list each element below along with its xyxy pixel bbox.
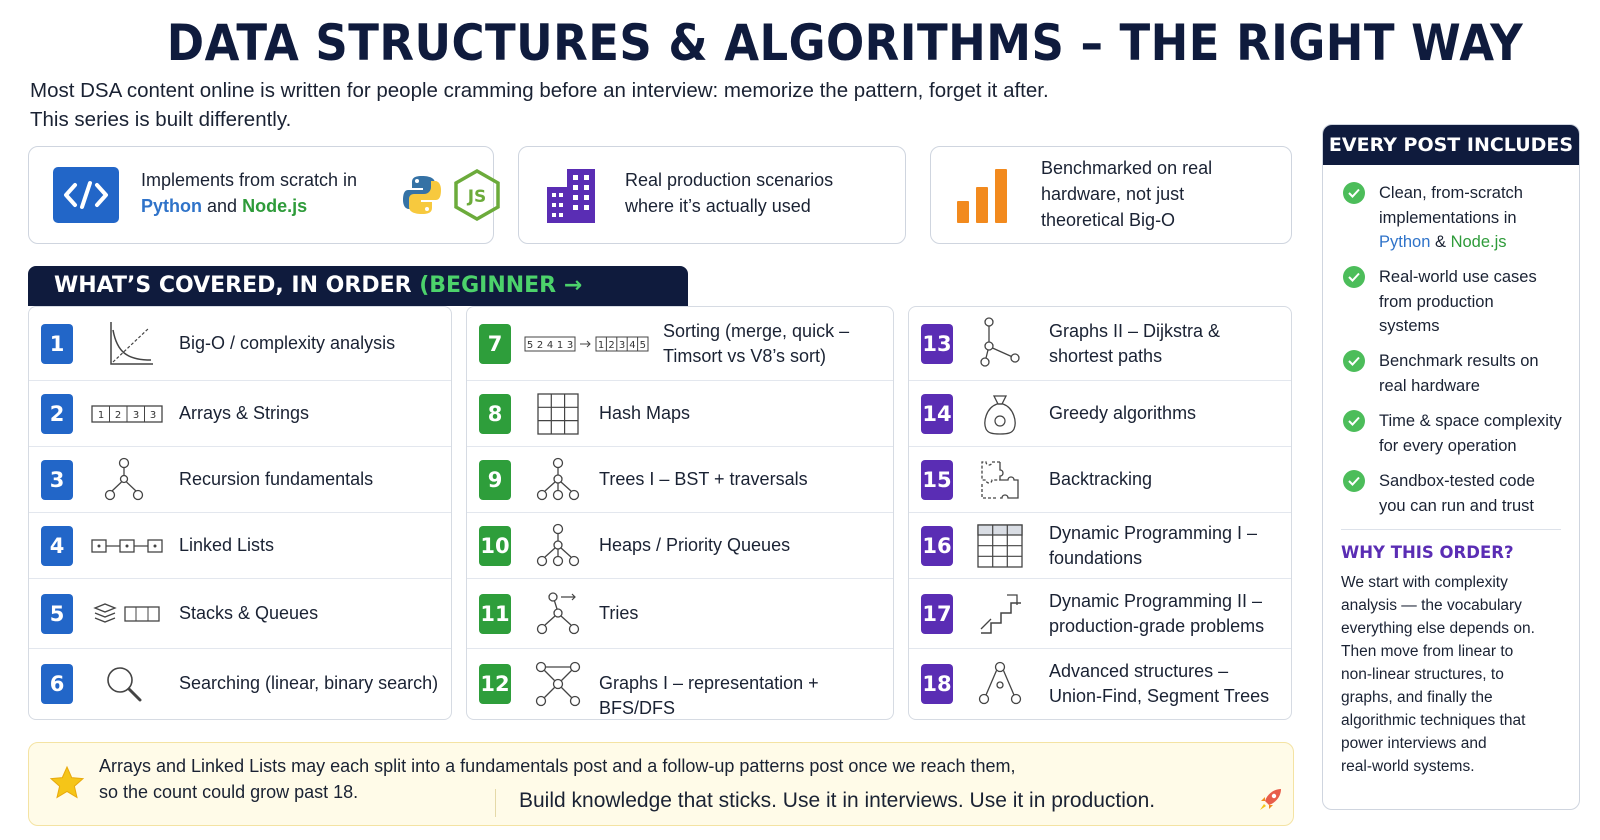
why-this-order-heading: WHY THIS ORDER? — [1341, 543, 1514, 562]
topic-number: 8 — [479, 394, 511, 434]
feature-line: where it’s actually used — [625, 196, 811, 216]
why-line: We start with complexity — [1341, 574, 1508, 591]
svg-text:5: 5 — [526, 340, 534, 351]
note-banner — [28, 742, 1294, 826]
and-label: and — [207, 196, 238, 216]
svg-text:2: 2 — [608, 340, 615, 351]
sidebar-line: systems — [1379, 317, 1440, 335]
sorting-icon — [523, 319, 651, 369]
complexity-curve-icon — [95, 319, 165, 369]
list-item — [909, 307, 1291, 381]
check-icon — [1343, 470, 1365, 492]
topics-column-3 — [908, 306, 1292, 720]
feature-line: Real production scenarios — [625, 170, 834, 190]
topic-number: 11 — [479, 594, 511, 634]
check-icon — [1343, 410, 1365, 432]
list-item — [29, 579, 451, 649]
topic-label: Linked Lists — [179, 535, 275, 555]
covered-heading-text: WHAT’S COVERED, IN ORDER — [54, 273, 412, 298]
topic-label-line: shortest paths — [1049, 346, 1163, 366]
tree-icon — [523, 455, 593, 505]
svg-text:5: 5 — [639, 340, 646, 351]
sidebar-line: Sandbox-tested code — [1379, 472, 1535, 490]
array-icon — [89, 389, 165, 439]
sidebar-line: Benchmark results on — [1379, 352, 1539, 370]
list-item — [29, 649, 451, 719]
list-item — [467, 649, 893, 719]
feature-text-production — [625, 167, 833, 219]
rocket-icon — [1257, 787, 1283, 818]
topic-label — [663, 319, 849, 369]
note-line: so the count could grow past 18. — [99, 782, 359, 802]
python-label: Python — [141, 196, 202, 216]
topic-label: Arrays & Strings — [179, 403, 310, 423]
topic-number: 5 — [41, 594, 73, 634]
code-icon — [53, 167, 119, 223]
why-line: algorithmic techniques that — [1341, 712, 1526, 729]
stack-queue-icon — [89, 589, 165, 639]
node-label: Node.js — [242, 196, 308, 216]
feature-card-benchmark — [930, 146, 1292, 244]
topic-number: 6 — [41, 664, 73, 704]
topic-label: Searching (linear, binary search) — [179, 673, 439, 693]
why-line: power interviews and — [1341, 735, 1487, 752]
sidebar-divider — [1341, 529, 1561, 530]
note-divider — [495, 789, 496, 817]
weighted-graph-icon — [965, 317, 1035, 367]
sidebar-line: for every operation — [1379, 436, 1517, 455]
sidebar-item — [1343, 409, 1573, 458]
sidebar-line: Time & space complexity — [1379, 412, 1562, 430]
nodejs-logo-icon — [453, 169, 501, 226]
list-item — [467, 513, 893, 579]
topic-number: 4 — [41, 526, 73, 566]
sidebar-line: Clean, from-scratch — [1379, 184, 1523, 202]
star-icon — [49, 765, 85, 806]
topic-label-line: production-grade problems — [1049, 616, 1265, 636]
sidebar-item-text — [1379, 409, 1562, 458]
topic-label — [1049, 319, 1220, 369]
topic-label: Graphs I – representation + BFS/DFS — [599, 673, 819, 718]
stairs-icon — [965, 589, 1035, 639]
sidebar-item — [1343, 349, 1573, 398]
svg-text:JS: JS — [467, 187, 487, 207]
topic-number: 17 — [921, 594, 953, 634]
list-item — [467, 579, 893, 649]
list-item — [29, 307, 451, 381]
topic-number: 14 — [921, 394, 953, 434]
topic-label — [1049, 589, 1264, 639]
node-label: Node.js — [1450, 233, 1507, 251]
recursion-tree-icon — [89, 455, 159, 505]
feature-line-langs — [141, 193, 357, 219]
topic-label-line: Dynamic Programming I – — [1049, 523, 1258, 543]
topic-label-line: Timsort vs V8’s sort) — [663, 346, 827, 366]
magnifier-icon — [89, 659, 159, 709]
topic-number: 12 — [479, 664, 511, 704]
feature-line: hardware, not just — [1041, 184, 1185, 204]
why-line: everything else depends on. — [1341, 620, 1535, 637]
topic-label-line: Dynamic Programming II – — [1049, 591, 1263, 611]
feature-line: Implements from scratch in — [141, 170, 358, 190]
sidebar-item-text — [1379, 181, 1523, 255]
sidebar-item-text — [1379, 349, 1539, 398]
svg-text:4: 4 — [629, 340, 636, 351]
building-icon — [543, 165, 599, 230]
linked-list-icon — [89, 521, 165, 571]
why-line: Then move from linear to — [1341, 643, 1514, 660]
feature-line: Benchmarked on real — [1041, 158, 1213, 178]
list-item — [909, 579, 1291, 649]
money-bag-icon — [965, 389, 1035, 439]
check-icon — [1343, 182, 1365, 204]
topic-label — [1049, 659, 1269, 709]
topic-number: 16 — [921, 526, 953, 566]
topic-number: 18 — [921, 664, 953, 704]
list-item — [467, 381, 893, 447]
covered-heading — [28, 266, 688, 306]
page-title: DATA STRUCTURES & ALGORITHMS – THE RIGHT WAY — [166, 14, 1524, 72]
svg-text:1: 1 — [556, 340, 564, 351]
dp-table-icon — [965, 521, 1035, 571]
topic-label: Greedy algorithms — [1049, 403, 1197, 423]
topic-label-line: foundations — [1049, 548, 1143, 568]
feature-text-scratch — [141, 167, 357, 219]
puzzle-icon — [965, 455, 1035, 505]
why-this-order-text — [1341, 571, 1571, 778]
sidebar-line: real hardware — [1379, 376, 1480, 395]
sidebar-line: you can run and trust — [1379, 496, 1535, 515]
feature-text-benchmark — [1041, 155, 1212, 233]
sidebar-item-text — [1379, 265, 1537, 339]
why-line: analysis — the vocabulary — [1341, 597, 1522, 614]
list-item — [909, 513, 1291, 579]
sidebar-line: from production — [1379, 292, 1494, 311]
topic-label: Stacks & Queues — [179, 603, 319, 623]
intro-line-1: Most DSA content online is written for people cramming before an interview: memorize the pattern, forget it after. — [30, 79, 1049, 102]
list-item — [29, 447, 451, 513]
topic-label-line: Advanced structures – — [1049, 661, 1229, 681]
topic-number: 1 — [41, 324, 73, 364]
topic-number: 13 — [921, 324, 953, 364]
svg-text:3: 3 — [132, 410, 140, 421]
tagline: Build knowledge that sticks. Use it in interviews. Use it in production. — [519, 789, 1156, 812]
note-line: Arrays and Linked Lists may each split into a fundamentals post and a follow-up patterns post once we reach them, — [99, 756, 1016, 776]
list-item — [29, 513, 451, 579]
topic-number: 15 — [921, 460, 953, 500]
topic-label: Backtracking — [1049, 469, 1153, 489]
covered-level-text: (BEGINNER → — [419, 273, 583, 298]
sidebar-line: implementations in — [1379, 208, 1517, 227]
svg-text:3: 3 — [618, 340, 626, 351]
why-line: graphs, and finally the — [1341, 689, 1493, 706]
graph-icon — [523, 659, 593, 709]
list-item — [909, 447, 1291, 513]
svg-text:2: 2 — [536, 340, 544, 351]
svg-text:3: 3 — [566, 340, 574, 351]
svg-text:1: 1 — [97, 410, 105, 421]
list-item — [909, 381, 1291, 447]
sidebar-heading: EVERY POST INCLUDES — [1323, 125, 1579, 165]
why-line: real-world systems. — [1341, 758, 1475, 775]
heap-icon — [523, 521, 593, 571]
list-item — [467, 447, 893, 513]
sidebar-item — [1343, 181, 1573, 255]
topic-number: 7 — [479, 324, 511, 364]
python-logo-icon — [401, 174, 443, 221]
topic-label: Big-O / complexity analysis — [179, 333, 396, 353]
topic-number: 10 — [479, 526, 511, 566]
hash-grid-icon — [523, 389, 593, 439]
sidebar-item — [1343, 265, 1573, 339]
bar-chart-icon — [955, 165, 1013, 230]
svg-text:1: 1 — [597, 340, 605, 351]
check-icon — [1343, 350, 1365, 372]
feature-line: theoretical Big-O — [1041, 210, 1176, 230]
topic-label: Hash Maps — [599, 403, 691, 423]
union-find-icon — [965, 659, 1035, 709]
topic-label — [1049, 521, 1257, 571]
python-label: Python — [1379, 233, 1431, 251]
list-item — [467, 307, 893, 381]
intro-text — [30, 76, 1230, 134]
topics-column-2 — [466, 306, 894, 720]
topic-label-line: Union-Find, Segment Trees — [1049, 686, 1270, 706]
sidebar-item — [1343, 469, 1573, 518]
topic-label: Recursion fundamentals — [179, 469, 374, 489]
list-item — [909, 649, 1291, 719]
why-line: non-linear structures, to — [1341, 666, 1504, 683]
intro-line-2: This series is built differently. — [30, 108, 292, 131]
check-icon — [1343, 266, 1365, 288]
sidebar-line: Real-world use cases — [1379, 268, 1537, 286]
topic-label-line: Graphs II – Dijkstra & — [1049, 321, 1221, 341]
topic-label: Heaps / Priority Queues — [599, 535, 791, 555]
svg-text:3: 3 — [149, 410, 157, 421]
trie-icon — [523, 589, 593, 639]
svg-text:4: 4 — [546, 340, 554, 351]
feature-card-production — [518, 146, 906, 244]
list-item — [29, 381, 451, 447]
topic-label-line: Sorting (merge, quick – — [663, 321, 850, 341]
topics-column-1 — [28, 306, 452, 720]
topic-number: 9 — [479, 460, 511, 500]
sidebar-line — [1379, 230, 1523, 255]
topic-number: 3 — [41, 460, 73, 500]
svg-text:2: 2 — [114, 410, 122, 421]
topic-number: 2 — [41, 394, 73, 434]
every-post-includes-panel — [1322, 124, 1580, 810]
feature-card-scratch — [28, 146, 494, 244]
topic-label: Trees I – BST + traversals — [599, 469, 808, 489]
sidebar-item-text — [1379, 469, 1535, 518]
amp-label: & — [1434, 233, 1446, 251]
topic-label: Tries — [599, 603, 639, 623]
